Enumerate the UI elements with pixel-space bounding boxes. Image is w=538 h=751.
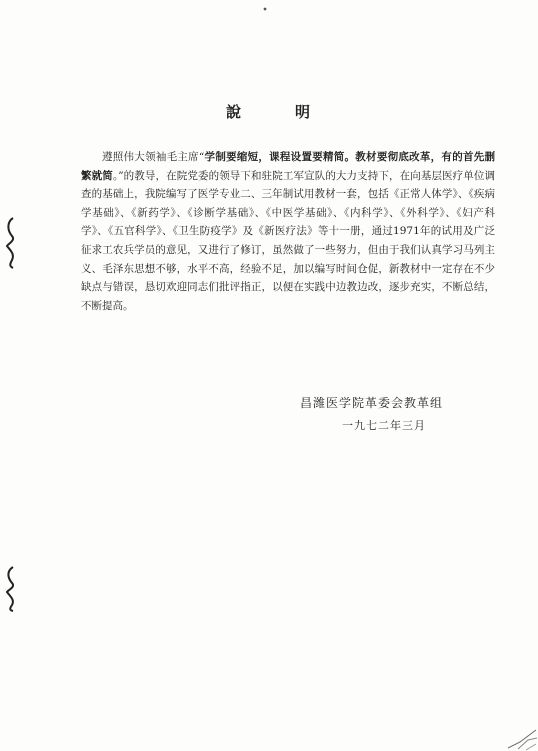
paragraph-text-rest: 。”的教导，在院党委的领导下和驻院工军宣队的大力支持下，在向基层医疗单位调查的基础上，我院编写了医学专业二、三年制试用教材一套，包括《正常人体学》、《疾病学基础》、《新药学》、《诊断学基础》、《中医学基础》、《内科学》、《外科学》、《妇产科学》、《五官科学》、《卫生防疫学》及《新医疗法》等十一册，通过1971年的试用及广泛征求工农兵学员的意见，又进行了修订，虽然做了一些努力，但由于我们认真学习马列主义、毛泽东思想不够，水平不高，经验不足，加以编写时间仓促，新教材中一定存在不少缺点与错误，恳切欢迎同志们批评指正，以便在实践中边教边改，逐步充实，不断总结，不断提高。 [81,169,495,312]
date: 一九七二年三月 [342,419,426,432]
explanation-paragraph [81,148,495,315]
page-corner-curl [506,726,538,751]
page-title [0,101,538,122]
title-char-1: 說 [225,103,243,121]
signature: 昌潍医学院革委会教革组 [300,396,444,410]
binding-bracket-mark-lower [4,565,18,613]
emphasized-quote: 学制要缩短，课程设置要精简。教材要彻底改革，有的首先删繁就简 [81,151,495,182]
title-char-2: 明 [295,103,313,121]
paragraph-text-start: 遵照伟大领袖毛主席“ [102,151,205,163]
binding-bracket-mark-upper [4,216,18,270]
scan-speck [262,6,268,12]
